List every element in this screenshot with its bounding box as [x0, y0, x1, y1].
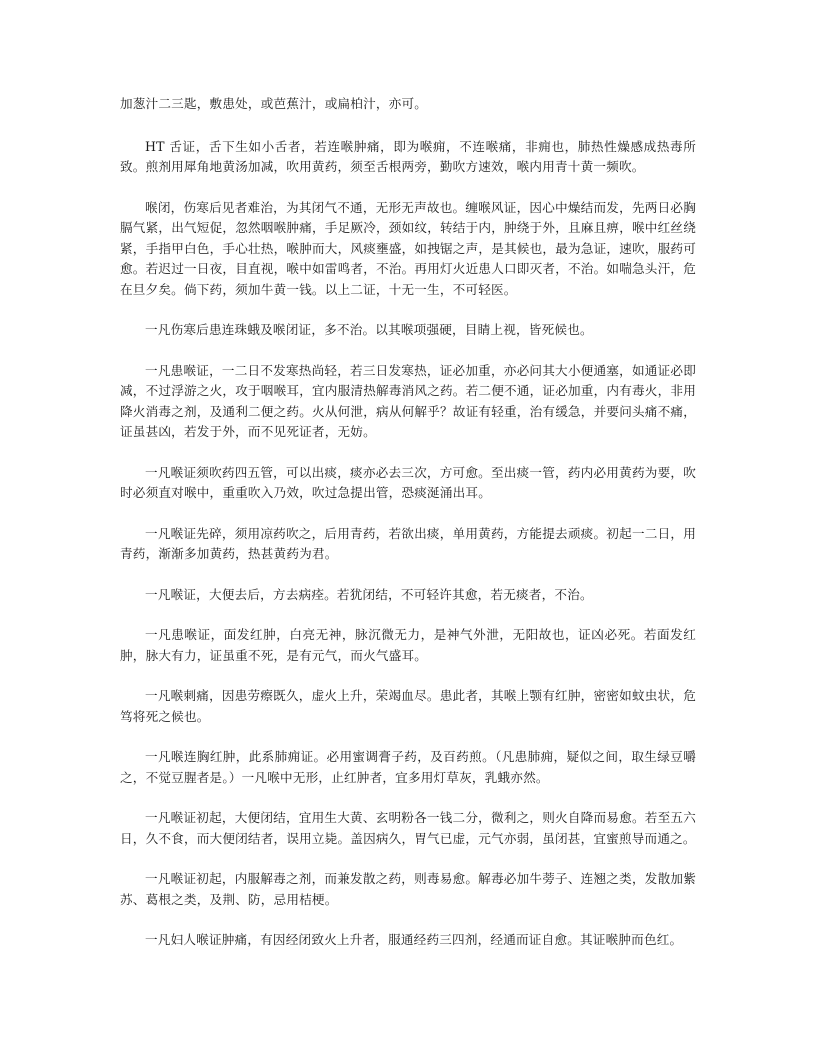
- document-page: [120, 94, 696, 971]
- paragraph-detox-dispersal: 一凡喉证初起，内服解毒之剂，而兼发散之药，则毒易愈。解毒必加牛蒡子、连翘之类，发散加紫苏、葛根之类，及荆、防，忌用桔梗。: [120, 871, 696, 907]
- paragraph-stabbing-pain: 一凡喉刺痛，因患劳瘵既久，虚火上升，荣竭血尽。患此者，其喉上颚有红肿，密密如蚊虫状，危笃将死之候也。: [120, 688, 696, 724]
- paragraph-blowing-powder: 一凡喉证须吹药四五管，可以出痰，痰亦必去三次，方可愈。至出痰一管，药内必用黄药为要，吹时必须直对喉中，重重吹入乃效，吹过急提出管，恐痰涎涌出耳。: [120, 464, 696, 500]
- paragraph-typhoid-aftermath: 一凡伤寒后患连珠蛾及喉闭证，多不治。以其喉项强硬，目睛上视，皆死候也。: [145, 322, 593, 337]
- paragraph-bowel-movement: 一凡喉证，大便去后，方去病痊。若犹闭结，不可轻许其愈，若无痰者，不治。: [145, 586, 593, 602]
- paragraph-tongue-syndrome: HT 舌证，舌下生如小舌者，若连喉肿痛，即为喉痈，不连喉痛，非痈也，肺热性燥感成热毒所致。煎剂用犀角地黄汤加减，吹用黄药，须至舌根两旁，勤吹方速效，喉内用青十黄一频吹。: [120, 138, 696, 174]
- paragraph-throat-closure: 喉闭，伤寒后见者难治，为其闭气不通，无形无声故也。缠喉风证，因心中燥结而发，先两日必胸膈气紧，出气短促，忽然咽喉肿痛，手足厥冷，颈如纹，转结于内，肿绕于外，且麻且痹，喉中红丝绕紧，手指甲白色，手心壮热，喉肿而大，风痰壅盛，如拽锯之声，是其候也，最为急证，速吹，服药可愈。若迟过一日夜，目直视，喉中如雷鸣者，不治。再用灯火近患人口即灭者，不治。如喘急头汗，危在旦夕矣。倘下药，须加牛黄一钱。以上二证，十无一生，不可轻医。: [120, 199, 696, 297]
- paragraph-fever-stool: 一凡患喉证，一二日不发寒热尚轻，若三日发寒热，证必加重，亦必问其大小便通塞，如通证必即减，不过浮游之火，攻于咽喉耳，宜内服清热解毒消风之药。若二便不通，证必加重，内有毒火，非用降火消毒之剂，及通利二便之药。火从何泄，病从何解乎？故证有轻重，治有缓急，并要问头痛不痛，证虽甚凶，若发于外，而不见死证者，无妨。: [120, 362, 696, 439]
- paragraph-constipation: 一凡喉证初起，大便闭结，宜用生大黄、玄明粉各一钱二分，微利之，则火自降而易愈。若至五六日，久不食，而大便闭结者，误用立毙。盖因病久，胃气已虚，元气亦弱，虽闭甚，宜蜜煎导而通之。: [120, 810, 696, 846]
- paragraph-facial-swelling: 一凡患喉证，面发红肿，白亮无神，脉沉微无力，是神气外泄，无阳故也，证凶必死。若面发红肿，脉大有力，证虽重不死，是有元气，而火气盛耳。: [120, 627, 696, 663]
- paragraph-women-throat: 一凡妇人喉证肿痛，有因经闭致火上升者，服通经药三四剂，经通而证自愈。其证喉肿而色红。: [145, 932, 683, 947]
- paragraph-cooling-powder: 一凡喉证先碎，须用凉药吹之，后用青药，若欲出痰，单用黄药，方能提去顽痰。初起一二日，用青药，渐渐多加黄药，热甚黄药为君。: [120, 525, 696, 561]
- paragraph-lung-abscess: 一凡喉连胸红肿，此系肺痈证。必用蜜调膏子药，及百药煎。（凡患肺痈，疑似之间，取生绿豆嚼之，不觉豆腥者是。）一凡喉中无形，止红肿者，宜多用灯草灰，乳蛾亦然。: [120, 749, 696, 785]
- paragraph-continuation: 加葱汁二三匙，敷患处，或芭蕉汁，或扁柏汁，亦可。: [120, 96, 428, 111]
